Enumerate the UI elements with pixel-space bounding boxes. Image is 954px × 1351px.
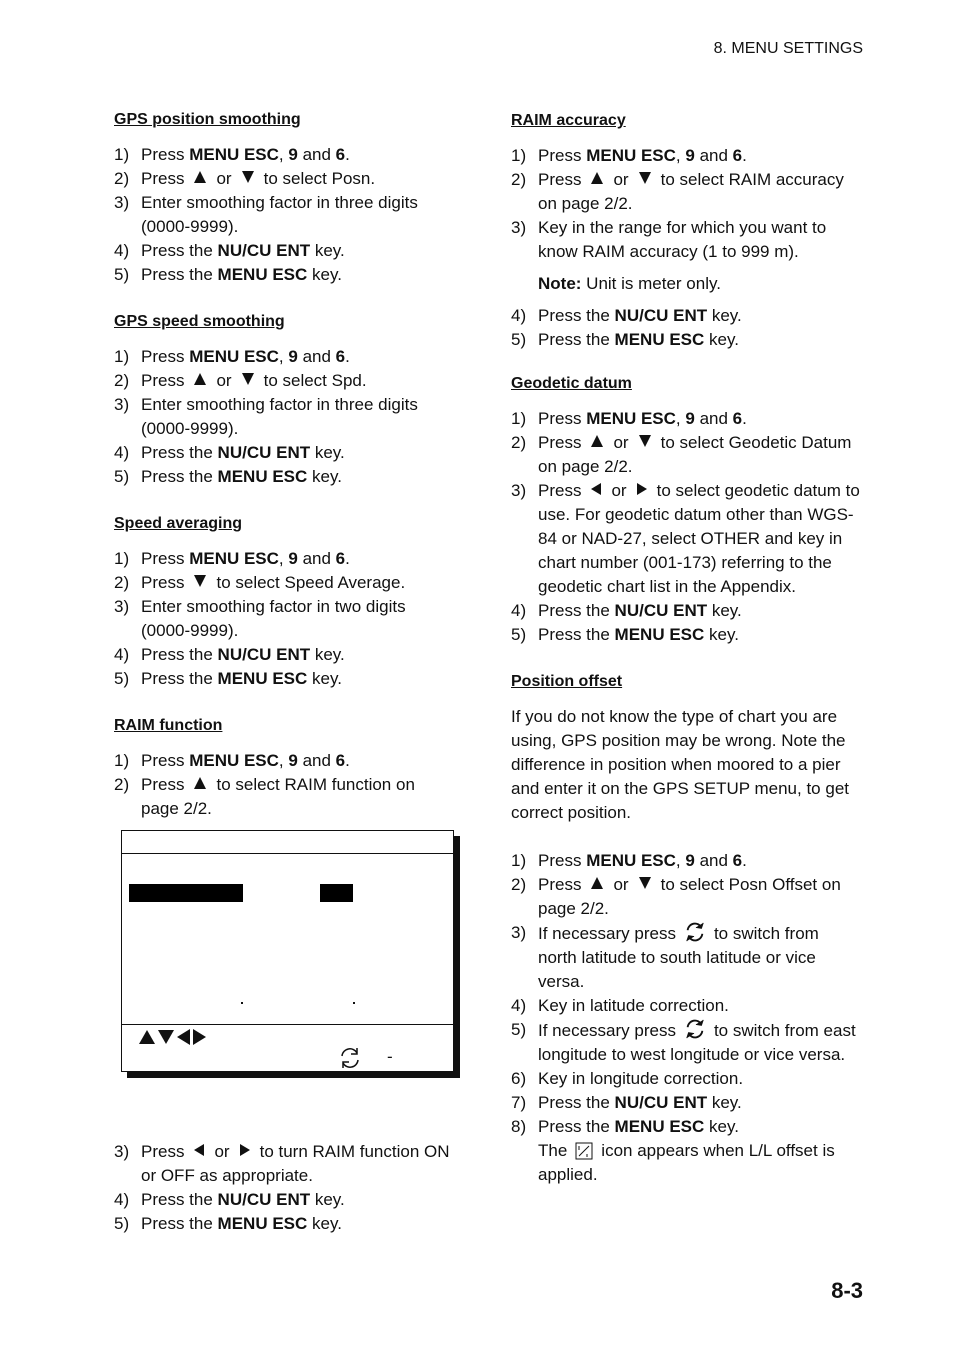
step-text: Press the xyxy=(141,669,218,688)
key-name: 9 xyxy=(685,146,695,165)
step xyxy=(114,1188,464,1212)
position-offset-intro: If you do not know the type of chart you are using, GPS position may be wrong. Note the difference in position when moored to a pier and enter it on the GPS SETUP menu, to get correct position. xyxy=(511,707,849,822)
step-number: 4) xyxy=(114,443,130,462)
key-name: MENU ESC xyxy=(217,265,308,284)
step-text: Enter smoothing factor in three digits (0000-9999). xyxy=(141,193,418,236)
step-text: key. xyxy=(310,645,345,664)
refresh-icon xyxy=(338,1046,362,1070)
step-text: Press xyxy=(141,145,190,164)
step xyxy=(511,407,861,431)
step-number: 3) xyxy=(511,218,527,237)
step-text: Press xyxy=(538,433,582,452)
key-name: 9 xyxy=(288,347,298,366)
step xyxy=(511,168,861,216)
step-number: 1) xyxy=(511,409,527,428)
down-arrow-icon xyxy=(242,373,254,385)
step-text: key. xyxy=(310,443,345,462)
step-number: 7) xyxy=(511,1093,527,1112)
key-name: MENU ESC xyxy=(614,330,705,349)
key-name: NU/CU ENT xyxy=(614,601,708,620)
refresh-icon xyxy=(684,1018,706,1040)
step-text: to select Geodetic Datum on page 2/2. xyxy=(538,433,852,476)
step-number: 1) xyxy=(114,347,130,366)
step xyxy=(511,144,861,168)
key-name: MENU ESC xyxy=(189,145,279,164)
key-name: 9 xyxy=(685,409,695,428)
up-arrow-icon xyxy=(591,172,603,184)
step xyxy=(114,643,444,667)
key-name: 9 xyxy=(685,851,695,870)
step-text: and xyxy=(297,549,336,568)
speed-averaging-steps xyxy=(114,547,444,691)
step-text: , xyxy=(278,347,289,366)
step-number: 3) xyxy=(114,395,130,414)
key-name: MENU ESC xyxy=(189,751,279,770)
step-text: key. xyxy=(707,1093,742,1112)
step-text: to select Posn Offset on page 2/2. xyxy=(538,875,841,918)
step-text: Key in longitude correction. xyxy=(538,1069,744,1088)
key-name: MENU ESC xyxy=(217,467,308,486)
step xyxy=(114,167,444,191)
key-name: 6 xyxy=(335,751,346,770)
key-name: MENU ESC xyxy=(614,1117,705,1136)
step-text: Press xyxy=(141,169,185,188)
step-number: 6) xyxy=(511,1069,527,1088)
step-number: 2) xyxy=(511,433,527,452)
refresh-icon xyxy=(684,921,706,943)
raim-function-steps-a xyxy=(114,749,444,821)
key-name: MENU ESC xyxy=(217,669,308,688)
step-number: 4) xyxy=(511,601,527,620)
step-number: 5) xyxy=(511,330,527,349)
step-text: , xyxy=(675,409,686,428)
section-title-speed-averaging: Speed averaging xyxy=(114,515,243,532)
step xyxy=(511,849,861,873)
step-text: Press the xyxy=(538,1093,615,1112)
step-text: . xyxy=(742,409,747,428)
step xyxy=(511,1091,861,1115)
key-name: MENU ESC xyxy=(586,409,676,428)
step-text: Enter smoothing factor in three digits (0000-9999). xyxy=(141,395,418,438)
right-arrow-icon xyxy=(193,1029,206,1045)
screen-dash: - xyxy=(387,1047,393,1066)
down-arrow-icon xyxy=(194,575,206,587)
step-text: Key in the range for which you want to know RAIM accuracy (1 to 999 m). xyxy=(538,218,827,261)
step-text: Press xyxy=(538,170,582,189)
up-arrow-icon xyxy=(139,1030,155,1044)
right-arrow-icon xyxy=(240,1144,250,1156)
step-number: 5) xyxy=(114,1214,130,1233)
key-name: MENU ESC xyxy=(586,851,676,870)
step xyxy=(511,873,861,921)
raim-accuracy-steps xyxy=(511,144,861,352)
step-text: and xyxy=(297,751,336,770)
gps-speed-smoothing-steps xyxy=(114,345,444,489)
step-text: key. xyxy=(704,625,739,644)
screen-footer-divider xyxy=(122,1024,453,1025)
step xyxy=(114,595,444,643)
key-name: 6 xyxy=(335,549,346,568)
left-arrow-icon xyxy=(194,1144,204,1156)
step-number: 5) xyxy=(511,625,527,644)
section-title-position-offset: Position offset xyxy=(511,673,623,690)
step-text: If necessary press xyxy=(538,924,676,943)
step xyxy=(511,623,861,647)
step-text: to select RAIM function on page 2/2. xyxy=(141,775,415,818)
up-arrow-icon xyxy=(591,877,603,889)
key-name: NU/CU ENT xyxy=(614,1093,708,1112)
step-text: Press xyxy=(538,851,587,870)
step-text: or xyxy=(613,433,629,452)
step-text: or xyxy=(216,371,232,390)
right-arrow-icon xyxy=(637,483,647,495)
step-text: Press xyxy=(141,347,190,366)
step-text: to switch from north latitude to south latitude or vice versa. xyxy=(538,924,819,991)
step-number: 3) xyxy=(511,481,527,500)
key-name: 9 xyxy=(288,549,298,568)
step-number: 2) xyxy=(114,775,130,794)
step-text: . xyxy=(742,851,747,870)
key-name: 9 xyxy=(288,145,298,164)
step-text: Press xyxy=(141,573,185,592)
key-name: NU/CU ENT xyxy=(217,1190,311,1209)
step-text: to select Speed Average. xyxy=(216,573,406,592)
step-number: 4) xyxy=(114,645,130,664)
key-name: MENU ESC xyxy=(586,146,676,165)
step-text: Press the xyxy=(141,467,218,486)
up-arrow-icon xyxy=(194,171,206,183)
step-number: 2) xyxy=(114,573,130,592)
step-text: , xyxy=(675,851,686,870)
step xyxy=(114,393,444,441)
step-text: or xyxy=(216,169,232,188)
position-offset-steps xyxy=(511,849,861,1187)
selected-item-highlight xyxy=(129,884,243,902)
step xyxy=(114,667,444,691)
step-number: 1) xyxy=(114,751,130,770)
step-text: Key in latitude correction. xyxy=(538,996,729,1015)
step-text: Press the xyxy=(538,625,615,644)
step-text: and xyxy=(694,409,733,428)
step-text: and xyxy=(694,851,733,870)
step-text: Press the xyxy=(141,241,218,260)
step-text: to switch from east longitude to west longitude or vice versa. xyxy=(538,1021,856,1064)
step-text: , xyxy=(278,751,289,770)
step-text: Press the xyxy=(141,1214,218,1233)
key-name: MENU ESC xyxy=(614,625,705,644)
step-text: Press xyxy=(141,371,185,390)
step-text: to select RAIM accuracy on page 2/2. xyxy=(538,170,844,213)
step-text: to turn RAIM function ON or OFF as appropriate. xyxy=(141,1142,450,1185)
section-title-raim-function: RAIM function xyxy=(114,717,223,734)
step-number: 3) xyxy=(114,597,130,616)
step-text: key. xyxy=(310,1190,345,1209)
step-text: key. xyxy=(704,330,739,349)
step xyxy=(114,773,444,821)
step-number: 1) xyxy=(114,145,130,164)
down-arrow-icon xyxy=(639,877,651,889)
step xyxy=(114,441,444,465)
step-text: key. xyxy=(707,306,742,325)
key-name: NU/CU ENT xyxy=(217,241,311,260)
step xyxy=(114,369,444,393)
step-text: Press xyxy=(141,751,190,770)
step-text: or xyxy=(613,170,629,189)
key-name: 6 xyxy=(732,851,743,870)
step-text: Press the xyxy=(141,265,218,284)
step-text: Press the xyxy=(141,443,218,462)
step xyxy=(511,328,861,352)
step-text: Press xyxy=(141,1142,185,1161)
step xyxy=(114,571,444,595)
step-text: key. xyxy=(707,601,742,620)
step-number: 2) xyxy=(114,371,130,390)
step-number: 3) xyxy=(511,923,527,942)
step-text: . xyxy=(742,146,747,165)
offset-icon-note xyxy=(538,1139,861,1187)
left-arrow-icon xyxy=(591,483,601,495)
up-arrow-icon xyxy=(591,435,603,447)
key-name: 6 xyxy=(335,145,346,164)
step-text: key. xyxy=(307,669,342,688)
step-text: to select Spd. xyxy=(263,371,367,390)
step xyxy=(114,345,444,369)
step xyxy=(511,1115,861,1187)
page-number: 8-3 xyxy=(831,1278,863,1303)
step-text: key. xyxy=(307,467,342,486)
down-arrow-icon xyxy=(158,1030,174,1044)
step-text: key. xyxy=(310,241,345,260)
chapter-header: 8. MENU SETTINGS xyxy=(713,40,863,57)
step-text: . xyxy=(345,145,350,164)
step-number: 8) xyxy=(511,1117,527,1136)
key-name: 6 xyxy=(335,347,346,366)
step xyxy=(114,191,444,239)
step xyxy=(511,431,861,479)
key-name: MENU ESC xyxy=(217,1214,308,1233)
step xyxy=(511,994,861,1018)
step-text: or xyxy=(611,481,627,500)
step xyxy=(114,239,444,263)
step-text: Press the xyxy=(141,1190,218,1209)
key-name: MENU ESC xyxy=(189,549,279,568)
screen-dot xyxy=(241,1002,243,1004)
step-number: 1) xyxy=(511,146,527,165)
step-text: Press xyxy=(538,409,587,428)
step-text: , xyxy=(278,549,289,568)
gps-position-smoothing-steps xyxy=(114,143,444,287)
offset-icon xyxy=(575,1142,593,1160)
key-name: MENU ESC xyxy=(189,347,279,366)
step xyxy=(114,1212,464,1236)
step-text: key. xyxy=(307,265,342,284)
step-text: key. xyxy=(704,1117,739,1136)
step-number: 2) xyxy=(511,170,527,189)
step-text: Press the xyxy=(538,1117,615,1136)
step xyxy=(511,304,861,328)
step xyxy=(511,1018,861,1067)
raim-function-steps-b xyxy=(114,1140,464,1236)
step-text: to select Posn. xyxy=(263,169,376,188)
selected-value-highlight xyxy=(320,884,353,902)
step xyxy=(114,143,444,167)
step xyxy=(511,1067,861,1091)
down-arrow-icon xyxy=(639,172,651,184)
step-number: 2) xyxy=(114,169,130,188)
down-arrow-icon xyxy=(639,435,651,447)
step-text: , xyxy=(675,146,686,165)
step-text: Press the xyxy=(538,306,615,325)
step xyxy=(511,599,861,623)
step-text: and xyxy=(297,145,336,164)
section-title-geodetic-datum: Geodetic datum xyxy=(511,375,632,392)
step-text: , xyxy=(278,145,289,164)
step-text: Press xyxy=(141,775,185,794)
step-text: and xyxy=(297,347,336,366)
step-text: key. xyxy=(307,1214,342,1233)
display-screen-illustration xyxy=(121,830,454,1072)
key-name: 6 xyxy=(732,409,743,428)
note-text: Unit is meter only. xyxy=(581,274,721,293)
step-text: . xyxy=(345,549,350,568)
step-number: 5) xyxy=(511,1020,527,1039)
step-text: Press the xyxy=(141,645,218,664)
step-number: 1) xyxy=(114,549,130,568)
key-name: 9 xyxy=(288,751,298,770)
step-number: 3) xyxy=(114,193,130,212)
step-text: The xyxy=(538,1141,568,1160)
step-number: 1) xyxy=(511,851,527,870)
step-number: 2) xyxy=(511,875,527,894)
key-name: 6 xyxy=(732,146,743,165)
key-name: NU/CU ENT xyxy=(614,306,708,325)
section-title-raim-accuracy: RAIM accuracy xyxy=(511,112,626,129)
step-text: If necessary press xyxy=(538,1021,676,1040)
step-number: 4) xyxy=(511,996,527,1015)
step xyxy=(114,547,444,571)
key-name: NU/CU ENT xyxy=(217,645,311,664)
left-arrow-icon xyxy=(177,1029,190,1045)
step-text: Press xyxy=(141,549,190,568)
step-number: 5) xyxy=(114,265,130,284)
step xyxy=(511,479,861,599)
note-label: Note: xyxy=(538,274,582,293)
step xyxy=(114,263,444,287)
step-number: 5) xyxy=(114,669,130,688)
step-number: 4) xyxy=(114,241,130,260)
step-text: Press xyxy=(538,875,582,894)
screen-dot xyxy=(353,1002,355,1004)
step-number: 3) xyxy=(114,1142,130,1161)
down-arrow-icon xyxy=(242,171,254,183)
screen-title-divider xyxy=(122,853,453,854)
geodetic-datum-steps xyxy=(511,407,861,647)
section-title-gps-speed-smoothing: GPS speed smoothing xyxy=(114,313,285,330)
step-text: to select geodetic datum to use. For geodetic datum other than WGS-84 or NAD-27, select OTHER and key in chart number (001-173) referring to the geodetic chart list in the Appendix. xyxy=(538,481,860,596)
step-text: Press the xyxy=(538,330,615,349)
step xyxy=(511,921,861,994)
step-text: icon appears when L/L offset is applied. xyxy=(538,1141,835,1184)
up-arrow-icon xyxy=(194,777,206,789)
key-name: NU/CU ENT xyxy=(217,443,311,462)
step-text: Press xyxy=(538,481,582,500)
step xyxy=(114,749,444,773)
up-arrow-icon xyxy=(194,373,206,385)
step-text: Enter smoothing factor in two digits (0000-9999). xyxy=(141,597,406,640)
cursor-keys-guide xyxy=(139,1029,206,1045)
note xyxy=(538,272,861,296)
step-number: 4) xyxy=(114,1190,130,1209)
step xyxy=(511,216,861,296)
step xyxy=(114,465,444,489)
step-text: . xyxy=(345,347,350,366)
step xyxy=(114,1140,464,1188)
step-number: 4) xyxy=(511,306,527,325)
step-text: or xyxy=(613,875,629,894)
step-text: or xyxy=(214,1142,230,1161)
section-title-gps-position-smoothing: GPS position smoothing xyxy=(114,111,301,128)
step-text: and xyxy=(694,146,733,165)
step-text: . xyxy=(345,751,350,770)
step-number: 5) xyxy=(114,467,130,486)
step-text: Press the xyxy=(538,601,615,620)
step-text: Press xyxy=(538,146,587,165)
